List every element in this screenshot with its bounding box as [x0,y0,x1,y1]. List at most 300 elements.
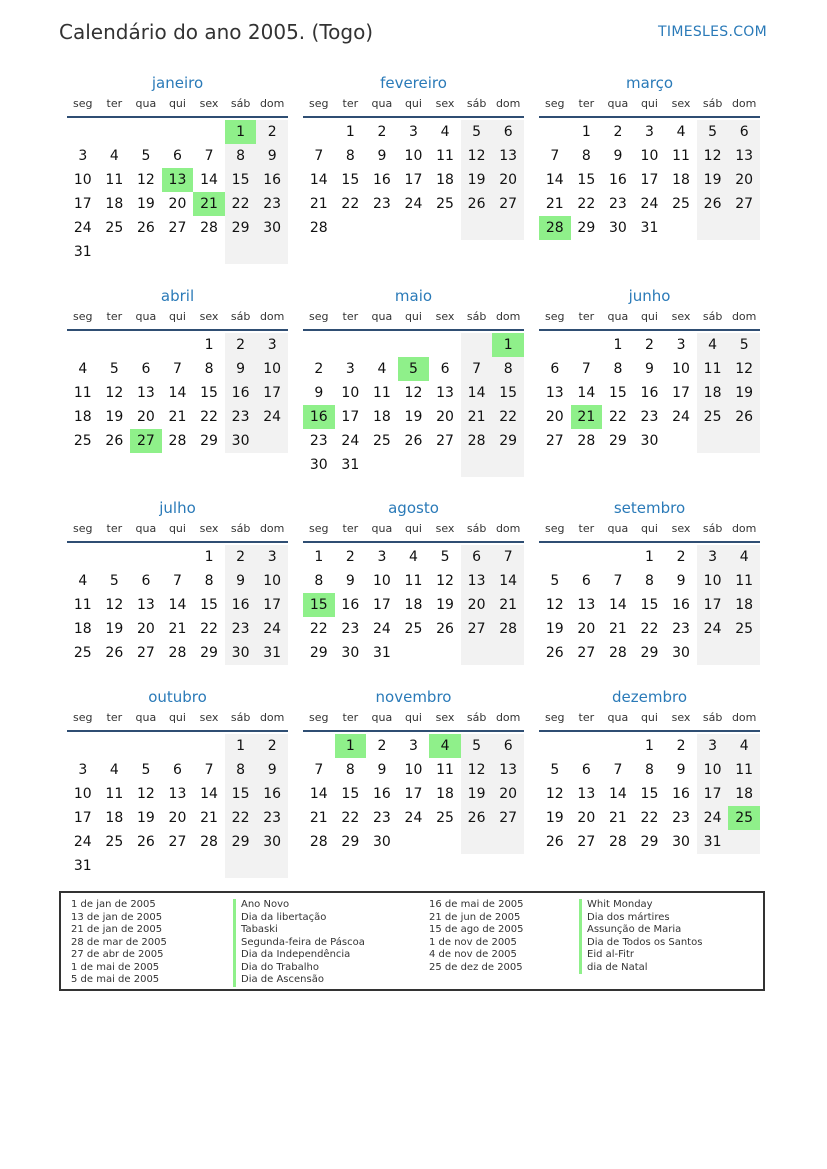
day-cell[interactable]: 12 [105,385,124,401]
day-cell[interactable]: 1 [225,734,257,758]
day-cell[interactable]: 24 [404,810,423,826]
day-cell[interactable]: 24 [256,617,288,641]
day-cell[interactable]: 29 [577,220,596,236]
day-cell[interactable]: 14 [309,786,328,802]
day-cell[interactable]: 24 [73,220,92,236]
day-cell[interactable]: 13 [136,385,155,401]
day-cell[interactable]: 24 [372,621,391,637]
holiday-day-cell[interactable]: 4 [429,734,461,758]
day-cell[interactable]: 18 [436,786,454,802]
day-cell[interactable]: 28 [492,617,524,641]
day-cell[interactable]: 30 [672,645,690,661]
day-cell[interactable]: 18 [73,621,92,637]
day-cell[interactable]: 18 [436,172,454,188]
day-cell[interactable]: 3 [409,124,418,140]
brand-logo[interactable]: TIMESLES.COM [658,24,767,40]
day-cell[interactable]: 29 [225,216,257,240]
day-cell[interactable]: 22 [640,621,659,637]
day-cell[interactable]: 9 [256,144,288,168]
holiday-day-cell[interactable]: 1 [335,734,367,758]
day-cell[interactable]: 12 [461,144,493,168]
day-cell[interactable]: 10 [256,357,288,381]
day-cell[interactable]: 15 [608,385,627,401]
day-cell[interactable]: 26 [545,645,564,661]
day-cell[interactable]: 16 [372,786,391,802]
day-cell[interactable]: 31 [256,641,288,665]
day-cell[interactable]: 28 [608,834,627,850]
day-cell[interactable]: 2 [225,333,257,357]
day-cell[interactable]: 31 [640,220,659,236]
day-cell[interactable]: 1 [345,124,355,140]
day-cell[interactable]: 28 [168,433,187,449]
day-cell[interactable]: 23 [341,621,360,637]
day-cell[interactable]: 14 [545,172,564,188]
day-cell[interactable]: 27 [545,433,564,449]
day-cell[interactable]: 20 [545,409,564,425]
day-cell[interactable]: 9 [676,762,686,778]
day-cell[interactable]: 20 [492,168,524,192]
day-cell[interactable]: 22 [225,192,257,216]
day-cell[interactable]: 5 [728,333,760,357]
day-cell[interactable]: 8 [645,573,654,589]
day-cell[interactable]: 8 [204,361,214,377]
day-cell[interactable]: 25 [73,433,92,449]
day-cell[interactable]: 22 [200,621,218,637]
day-cell[interactable]: 1 [613,337,623,353]
day-cell[interactable]: 18 [697,381,729,405]
holiday-day-cell[interactable]: 25 [728,806,760,830]
day-cell[interactable]: 31 [341,457,360,473]
day-cell[interactable]: 6 [492,120,524,144]
day-cell[interactable]: 18 [728,782,760,806]
day-cell[interactable]: 19 [728,381,760,405]
day-cell[interactable]: 25 [436,196,454,212]
day-cell[interactable]: 19 [136,810,155,826]
day-cell[interactable]: 30 [341,645,360,661]
day-cell[interactable]: 25 [436,810,454,826]
day-cell[interactable]: 17 [73,196,92,212]
day-cell[interactable]: 24 [697,806,729,830]
day-cell[interactable]: 17 [256,593,288,617]
day-cell[interactable]: 4 [697,333,729,357]
holiday-day-cell[interactable]: 21 [193,192,225,216]
day-cell[interactable]: 14 [309,172,328,188]
day-cell[interactable]: 6 [173,148,182,164]
day-cell[interactable]: 5 [109,361,119,377]
day-cell[interactable]: 7 [314,762,324,778]
holiday-day-cell[interactable]: 15 [303,593,335,617]
day-cell[interactable]: 25 [105,220,124,236]
day-cell[interactable]: 16 [341,597,360,613]
day-cell[interactable]: 29 [200,433,218,449]
day-cell[interactable]: 4 [728,545,760,569]
day-cell[interactable]: 4 [409,549,418,565]
day-cell[interactable]: 26 [728,405,760,429]
day-cell[interactable]: 23 [256,192,288,216]
day-cell[interactable]: 21 [461,405,493,429]
day-cell[interactable]: 27 [461,617,493,641]
day-cell[interactable]: 10 [404,148,423,164]
day-cell[interactable]: 19 [545,621,564,637]
holiday-day-cell[interactable]: 21 [571,405,603,429]
day-cell[interactable]: 21 [168,621,187,637]
day-cell[interactable]: 24 [404,196,423,212]
day-cell[interactable]: 8 [581,148,591,164]
day-cell[interactable]: 21 [608,621,627,637]
day-cell[interactable]: 24 [73,834,92,850]
holiday-day-cell[interactable]: 1 [225,120,257,144]
day-cell[interactable]: 6 [440,361,450,377]
day-cell[interactable]: 2 [377,738,387,754]
day-cell[interactable]: 3 [377,549,387,565]
day-cell[interactable]: 28 [309,220,328,236]
day-cell[interactable]: 12 [105,597,124,613]
holiday-day-cell[interactable]: 28 [539,216,571,240]
day-cell[interactable]: 11 [73,385,92,401]
day-cell[interactable]: 18 [372,409,391,425]
day-cell[interactable]: 4 [78,361,88,377]
day-cell[interactable]: 13 [545,385,564,401]
day-cell[interactable]: 18 [73,409,92,425]
day-cell[interactable]: 11 [404,573,423,589]
day-cell[interactable]: 5 [550,762,560,778]
day-cell[interactable]: 23 [309,433,328,449]
day-cell[interactable]: 27 [436,433,454,449]
day-cell[interactable]: 14 [200,786,218,802]
day-cell[interactable]: 25 [672,196,690,212]
day-cell[interactable]: 11 [728,758,760,782]
day-cell[interactable]: 9 [377,148,387,164]
day-cell[interactable]: 8 [345,762,355,778]
day-cell[interactable]: 4 [109,148,119,164]
day-cell[interactable]: 6 [461,545,493,569]
day-cell[interactable]: 29 [640,834,659,850]
day-cell[interactable]: 6 [581,573,591,589]
day-cell[interactable]: 23 [608,196,627,212]
day-cell[interactable]: 17 [404,786,423,802]
day-cell[interactable]: 13 [492,144,524,168]
day-cell[interactable]: 7 [204,762,214,778]
day-cell[interactable]: 19 [545,810,564,826]
day-cell[interactable]: 1 [645,549,654,565]
day-cell[interactable]: 17 [256,381,288,405]
day-cell[interactable]: 6 [550,361,560,377]
day-cell[interactable]: 20 [436,409,454,425]
day-cell[interactable]: 2 [613,124,623,140]
day-cell[interactable]: 20 [728,168,760,192]
day-cell[interactable]: 17 [73,810,92,826]
day-cell[interactable]: 17 [672,385,690,401]
day-cell[interactable]: 8 [204,573,214,589]
day-cell[interactable]: 20 [136,621,155,637]
day-cell[interactable]: 25 [404,621,423,637]
day-cell[interactable]: 3 [256,545,288,569]
day-cell[interactable]: 13 [436,385,454,401]
day-cell[interactable]: 16 [225,381,257,405]
day-cell[interactable]: 12 [136,786,155,802]
day-cell[interactable]: 20 [577,621,596,637]
day-cell[interactable]: 6 [728,120,760,144]
day-cell[interactable]: 5 [461,734,493,758]
day-cell[interactable]: 16 [256,168,288,192]
day-cell[interactable]: 15 [640,597,659,613]
day-cell[interactable]: 19 [105,621,124,637]
day-cell[interactable]: 20 [461,593,493,617]
day-cell[interactable]: 26 [105,433,124,449]
day-cell[interactable]: 3 [78,762,88,778]
day-cell[interactable]: 21 [200,810,218,826]
day-cell[interactable]: 23 [372,810,391,826]
day-cell[interactable]: 2 [676,549,686,565]
day-cell[interactable]: 29 [309,645,328,661]
day-cell[interactable]: 10 [697,758,729,782]
day-cell[interactable]: 16 [640,385,659,401]
day-cell[interactable]: 15 [225,168,257,192]
day-cell[interactable]: 25 [697,405,729,429]
day-cell[interactable]: 31 [697,830,729,854]
day-cell[interactable]: 12 [545,786,564,802]
day-cell[interactable]: 10 [73,172,92,188]
day-cell[interactable]: 23 [225,617,257,641]
day-cell[interactable]: 28 [168,645,187,661]
day-cell[interactable]: 26 [136,834,155,850]
day-cell[interactable]: 21 [168,409,187,425]
day-cell[interactable]: 22 [640,810,659,826]
day-cell[interactable]: 20 [168,196,187,212]
day-cell[interactable]: 18 [672,172,690,188]
day-cell[interactable]: 3 [676,337,686,353]
day-cell[interactable]: 27 [168,834,187,850]
day-cell[interactable]: 29 [608,433,627,449]
day-cell[interactable]: 4 [78,573,88,589]
day-cell[interactable]: 24 [341,433,360,449]
day-cell[interactable]: 26 [461,806,493,830]
day-cell[interactable]: 2 [676,738,686,754]
day-cell[interactable]: 1 [645,738,654,754]
day-cell[interactable]: 16 [672,597,690,613]
day-cell[interactable]: 5 [440,549,450,565]
day-cell[interactable]: 19 [436,597,454,613]
day-cell[interactable]: 30 [256,830,288,854]
day-cell[interactable]: 3 [645,124,654,140]
day-cell[interactable]: 15 [225,782,257,806]
day-cell[interactable]: 5 [550,573,560,589]
day-cell[interactable]: 9 [676,573,686,589]
day-cell[interactable]: 6 [141,361,151,377]
day-cell[interactable]: 2 [256,734,288,758]
day-cell[interactable]: 29 [341,834,360,850]
day-cell[interactable]: 8 [492,357,524,381]
day-cell[interactable]: 15 [640,786,659,802]
day-cell[interactable]: 13 [461,569,493,593]
day-cell[interactable]: 23 [256,806,288,830]
day-cell[interactable]: 14 [200,172,218,188]
day-cell[interactable]: 2 [645,337,654,353]
day-cell[interactable]: 22 [341,196,360,212]
day-cell[interactable]: 9 [314,385,324,401]
day-cell[interactable]: 4 [440,124,450,140]
day-cell[interactable]: 15 [200,385,218,401]
day-cell[interactable]: 1 [204,337,214,353]
day-cell[interactable]: 15 [200,597,218,613]
day-cell[interactable]: 15 [341,786,360,802]
day-cell[interactable]: 27 [168,220,187,236]
day-cell[interactable]: 3 [697,545,729,569]
day-cell[interactable]: 9 [256,758,288,782]
holiday-day-cell[interactable]: 5 [398,357,430,381]
day-cell[interactable]: 21 [309,196,328,212]
day-cell[interactable]: 20 [577,810,596,826]
day-cell[interactable]: 25 [105,834,124,850]
day-cell[interactable]: 2 [225,545,257,569]
day-cell[interactable]: 3 [697,734,729,758]
day-cell[interactable]: 29 [225,830,257,854]
day-cell[interactable]: 8 [225,758,257,782]
day-cell[interactable]: 12 [136,172,155,188]
day-cell[interactable]: 14 [461,381,493,405]
day-cell[interactable]: 8 [345,148,355,164]
day-cell[interactable]: 8 [645,762,654,778]
day-cell[interactable]: 29 [200,645,218,661]
day-cell[interactable]: 14 [608,597,627,613]
day-cell[interactable]: 10 [372,573,391,589]
day-cell[interactable]: 28 [608,645,627,661]
day-cell[interactable]: 5 [141,762,151,778]
day-cell[interactable]: 28 [309,834,328,850]
day-cell[interactable]: 23 [672,810,690,826]
day-cell[interactable]: 7 [581,361,591,377]
day-cell[interactable]: 28 [577,433,596,449]
day-cell[interactable]: 17 [372,597,391,613]
day-cell[interactable]: 13 [728,144,760,168]
day-cell[interactable]: 17 [697,593,729,617]
day-cell[interactable]: 30 [309,457,328,473]
day-cell[interactable]: 20 [492,782,524,806]
day-cell[interactable]: 22 [200,409,218,425]
day-cell[interactable]: 10 [256,569,288,593]
day-cell[interactable]: 11 [672,148,690,164]
day-cell[interactable]: 19 [404,409,423,425]
day-cell[interactable]: 29 [492,429,524,453]
day-cell[interactable]: 26 [545,834,564,850]
day-cell[interactable]: 12 [697,144,729,168]
holiday-day-cell[interactable]: 16 [303,405,335,429]
day-cell[interactable]: 23 [225,405,257,429]
day-cell[interactable]: 22 [341,810,360,826]
day-cell[interactable]: 28 [461,429,493,453]
day-cell[interactable]: 13 [136,597,155,613]
day-cell[interactable]: 22 [225,806,257,830]
day-cell[interactable]: 19 [697,168,729,192]
day-cell[interactable]: 22 [492,405,524,429]
day-cell[interactable]: 16 [225,593,257,617]
day-cell[interactable]: 30 [225,429,257,453]
day-cell[interactable]: 14 [492,569,524,593]
day-cell[interactable]: 26 [136,220,155,236]
day-cell[interactable]: 18 [105,196,124,212]
holiday-day-cell[interactable]: 1 [492,333,524,357]
day-cell[interactable]: 27 [577,645,596,661]
day-cell[interactable]: 9 [645,361,654,377]
day-cell[interactable]: 21 [608,810,627,826]
day-cell[interactable]: 10 [404,762,423,778]
day-cell[interactable]: 30 [672,834,690,850]
day-cell[interactable]: 11 [436,762,454,778]
day-cell[interactable]: 20 [136,409,155,425]
day-cell[interactable]: 25 [728,617,760,641]
day-cell[interactable]: 24 [640,196,659,212]
day-cell[interactable]: 11 [105,172,124,188]
day-cell[interactable]: 13 [577,597,596,613]
day-cell[interactable]: 3 [256,333,288,357]
holiday-day-cell[interactable]: 27 [130,429,162,453]
day-cell[interactable]: 23 [640,409,659,425]
day-cell[interactable]: 9 [345,573,355,589]
day-cell[interactable]: 25 [73,645,92,661]
day-cell[interactable]: 1 [204,549,214,565]
day-cell[interactable]: 24 [256,405,288,429]
day-cell[interactable]: 23 [372,196,391,212]
day-cell[interactable]: 4 [377,361,387,377]
day-cell[interactable]: 13 [492,758,524,782]
day-cell[interactable]: 10 [697,569,729,593]
day-cell[interactable]: 31 [372,645,391,661]
day-cell[interactable]: 7 [173,573,182,589]
day-cell[interactable]: 12 [436,573,454,589]
day-cell[interactable]: 17 [404,172,423,188]
day-cell[interactable]: 15 [492,381,524,405]
day-cell[interactable]: 9 [225,569,257,593]
day-cell[interactable]: 26 [436,621,454,637]
day-cell[interactable]: 11 [372,385,391,401]
day-cell[interactable]: 4 [109,762,119,778]
day-cell[interactable]: 22 [309,621,328,637]
day-cell[interactable]: 17 [697,782,729,806]
day-cell[interactable]: 30 [256,216,288,240]
day-cell[interactable]: 20 [168,810,187,826]
day-cell[interactable]: 6 [141,573,151,589]
day-cell[interactable]: 14 [577,385,596,401]
day-cell[interactable]: 27 [728,192,760,216]
day-cell[interactable]: 19 [136,196,155,212]
day-cell[interactable]: 28 [200,220,218,236]
day-cell[interactable]: 11 [728,569,760,593]
day-cell[interactable]: 17 [341,409,360,425]
day-cell[interactable]: 7 [613,573,623,589]
day-cell[interactable]: 17 [640,172,659,188]
day-cell[interactable]: 19 [105,409,124,425]
day-cell[interactable]: 6 [492,734,524,758]
day-cell[interactable]: 22 [608,409,627,425]
day-cell[interactable]: 11 [436,148,454,164]
day-cell[interactable]: 14 [608,786,627,802]
day-cell[interactable]: 14 [168,597,187,613]
day-cell[interactable]: 1 [314,549,324,565]
day-cell[interactable]: 18 [105,810,124,826]
day-cell[interactable]: 27 [492,192,524,216]
day-cell[interactable]: 16 [608,172,627,188]
day-cell[interactable]: 30 [608,220,627,236]
day-cell[interactable]: 3 [345,361,355,377]
day-cell[interactable]: 6 [581,762,591,778]
day-cell[interactable]: 28 [200,834,218,850]
day-cell[interactable]: 21 [545,196,564,212]
day-cell[interactable]: 9 [225,357,257,381]
day-cell[interactable]: 11 [105,786,124,802]
day-cell[interactable]: 11 [697,357,729,381]
day-cell[interactable]: 2 [377,124,387,140]
day-cell[interactable]: 25 [372,433,391,449]
